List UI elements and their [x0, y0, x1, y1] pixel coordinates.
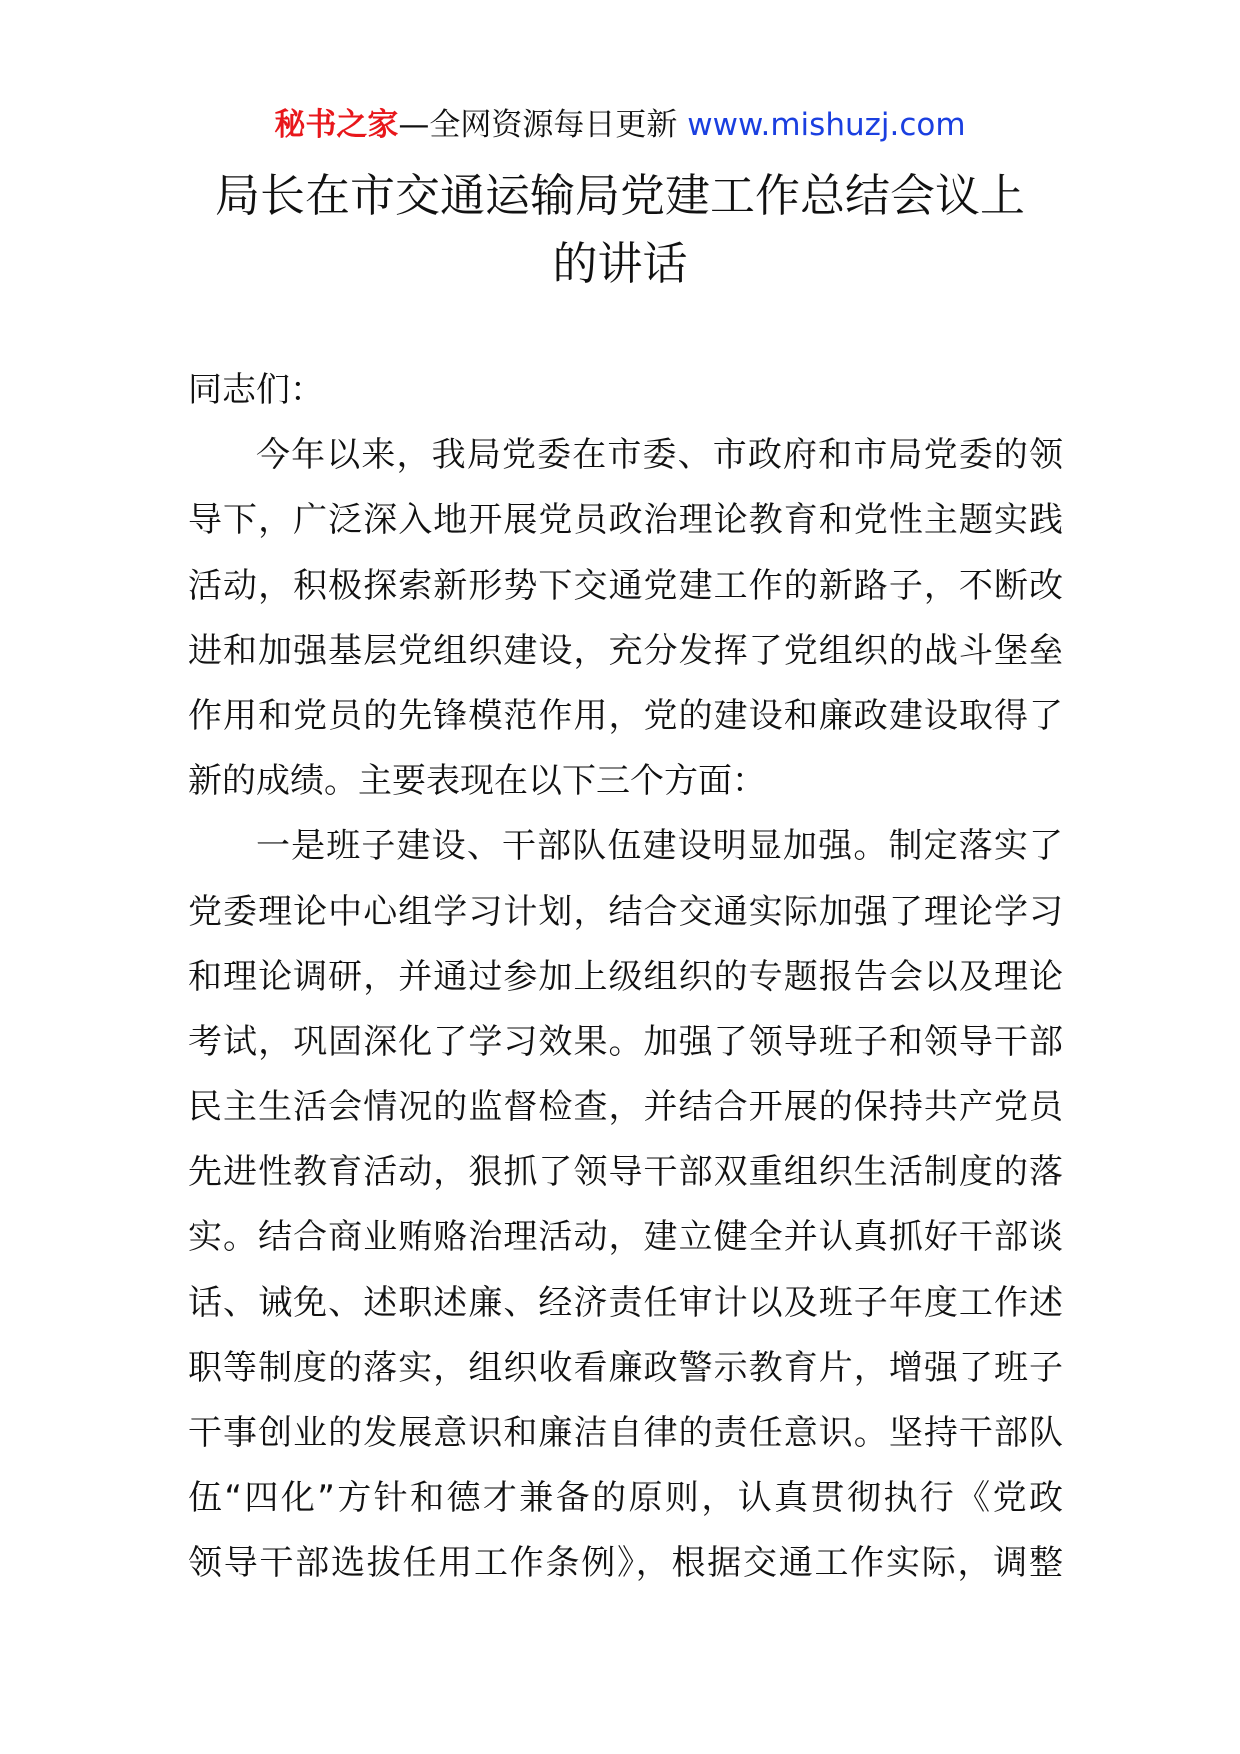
- paragraph-2-line: 话、诫免、述职述廉、经济责任审计以及班子年度工作述: [188, 1282, 1063, 1323]
- brand-name: 秘书之家: [274, 107, 399, 143]
- paragraph-2-line: 考试，巩固深化了学习效果。加强了领导班子和领导干部: [188, 1021, 1063, 1062]
- title-line-2: 的讲话: [552, 237, 688, 290]
- paragraph-1-line: 作用和党员的先锋模范作用，党的建设和廉政建设取得了: [188, 695, 1063, 736]
- paragraph-2-line: 干事创业的发展意识和廉洁自律的责任意识。坚持干部队: [188, 1413, 1063, 1453]
- paragraph-2-line: 和理论调研，并通过参加上级组织的专题报告会以及理论: [188, 956, 1063, 997]
- paragraph-1-line: 导下，广泛深入地开展党员政治理论教育和党性主题实践: [188, 500, 1063, 541]
- site-header: [0, 103, 1240, 147]
- paragraph-2-line: 领导干部选拔任用工作条例》，根据交通工作实际，调整: [188, 1543, 1063, 1584]
- paragraph-2-line: 职等制度的落实，组织收看廉政警示教育片，增强了班子: [188, 1347, 1063, 1388]
- title-line-1: 局长在市交通运输局党建工作总结会议上: [214, 169, 1025, 222]
- paragraph-2-line: 民主生活会情况的监督检查，并结合开展的保持共产党员: [188, 1087, 1063, 1128]
- paragraph-1-line: 进和加强基层党组织建设，充分发挥了党组织的战斗堡垒: [188, 630, 1063, 671]
- site-url: www.mishuzj.com: [687, 107, 966, 143]
- greeting: 同志们：: [188, 370, 324, 410]
- paragraph-1-line: 活动，积极探索新形势下交通党建工作的新路子，不断改: [188, 565, 1063, 606]
- paragraph-1-line: 今年以来，我局党委在市委、市政府和市局党委的领: [256, 435, 1063, 476]
- paragraph-2-line: 实。结合商业贿赂治理活动，建立健全并认真抓好干部谈: [188, 1217, 1063, 1258]
- paragraph-2-line: 党委理论中心组学习计划，结合交通实际加强了理论学习: [188, 891, 1063, 932]
- paragraph-2-line: 伍“四化”方针和德才兼备的原则，认真贯彻执行《党政: [188, 1478, 1063, 1519]
- document-title: [150, 162, 1090, 298]
- paragraph-2-line: 先进性教育活动，狠抓了领导干部双重组织生活制度的落: [188, 1152, 1063, 1193]
- document-body: [188, 358, 1063, 1597]
- paragraph-1-line: 新的成绩。主要表现在以下三个方面：: [188, 761, 766, 802]
- header-tagline: —全网资源每日更新: [398, 107, 678, 143]
- paragraph-2-line: 一是班子建设、干部队伍建设明显加强。制定落实了: [256, 826, 1063, 867]
